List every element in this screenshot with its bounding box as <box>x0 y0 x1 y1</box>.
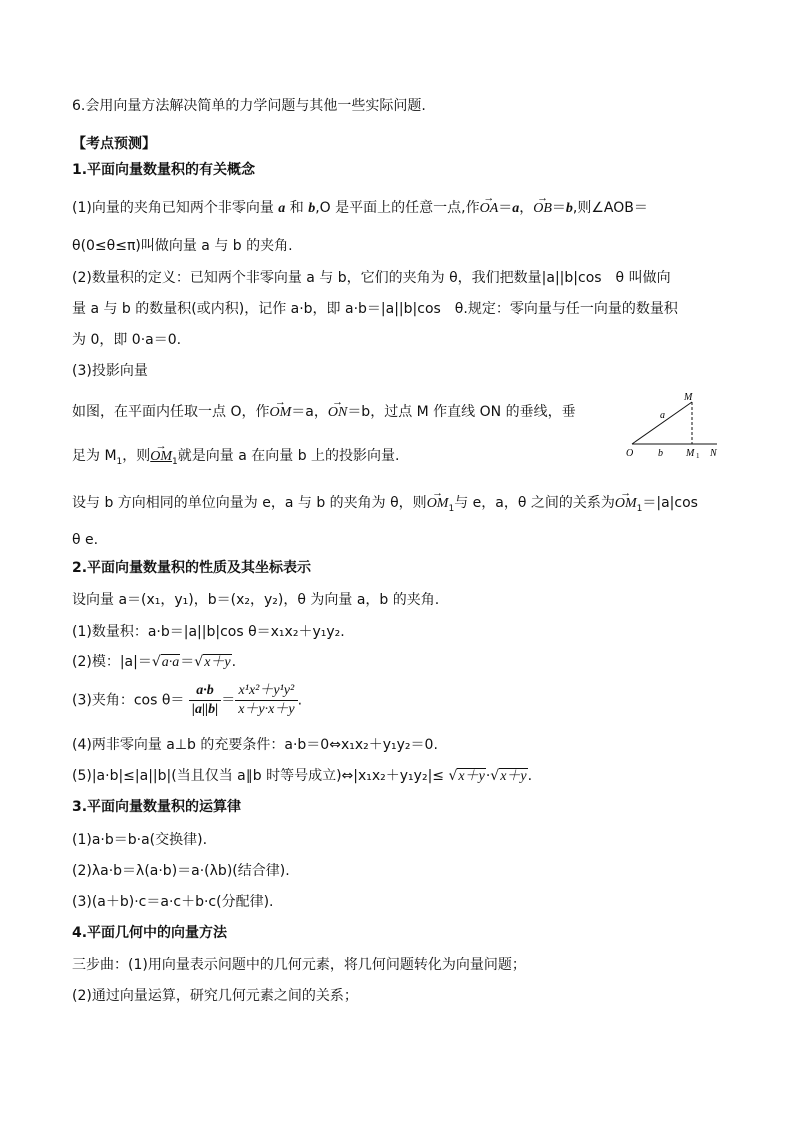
objective-6: 6.会用向量方法解决简单的力学问题与其他一些实际问题. <box>72 98 426 114</box>
p3b2: ，则 <box>122 448 151 464</box>
p1-prefix: (1)向量的夹角 <box>72 200 162 216</box>
ineq-radicand-2: x＋y <box>500 769 527 784</box>
para-angle-line2: θ(0≤θ≤π)叫做向量 a 与 b 的夹角. <box>72 238 293 254</box>
para-projection-line4: θ e. <box>72 532 99 548</box>
angle-den-1: |a||b| <box>191 702 219 717</box>
vector-oa: → OA <box>480 199 499 219</box>
p3a3: ＝b，过点 M 作直线 ON 的垂线，垂 <box>347 404 576 420</box>
prop-perpendicular: (4)两非零向量 a⊥b 的充要条件：a·b＝0⇔x₁x₂＋y₁y₂＝0. <box>72 737 438 753</box>
p1-o: ,O 是平面上的任意一点,作 <box>315 200 480 216</box>
label-n: N <box>710 448 717 459</box>
prop-angle: (3)夹角：cos θ＝ $\frac{a\cdot b}{|a||b|}$ ＝ $\frac{\text{x¹x²＋y¹y²}}{x+y\cdot x+y}$ . <box>72 683 303 717</box>
angle-num-2: x¹x²＋y¹y² <box>235 682 297 701</box>
angle-den-2: x＋y·x＋y <box>238 702 295 717</box>
coord-def: 设向量 a＝(x₁，y₁)，b＝(x₂，y₂)，θ 为向量 a，b 的夹角. <box>72 592 440 608</box>
para-projection-heading: (3)投影向量 <box>72 363 148 379</box>
p3c2: 与 e，a，θ 之间的关系为 <box>454 495 615 511</box>
var-a: a <box>278 201 286 216</box>
prop-modulus: (2)模：|a|＝√a·a＝√x＋y. <box>72 654 237 670</box>
p1-and: 和 <box>285 200 309 216</box>
para-angle-line1 <box>72 198 648 219</box>
label-a: a <box>660 410 665 421</box>
p1-eq: ＝ <box>498 200 513 216</box>
angle-frac-1 <box>189 682 221 719</box>
section-1-heading: 1.平面向量数量积的有关概念 <box>72 162 256 178</box>
section-4-heading: 4.平面几何中的向量方法 <box>72 925 228 941</box>
label-o: O <box>626 448 634 459</box>
para-dot-def-line3: 为 0，即 0·a＝0. <box>72 332 182 348</box>
vector-om1-c: → OM <box>615 494 637 514</box>
p3a2: ＝a， <box>291 404 328 420</box>
section-heading-kaodian: 【考点预测】 <box>72 136 156 152</box>
angle-prefix: (3)夹角：cos θ＝ <box>72 692 185 709</box>
para-projection-line1 <box>72 402 576 423</box>
para-projection-line2 <box>72 446 400 472</box>
mod-eq: ＝ <box>180 654 195 670</box>
sub-1c: 1 <box>448 503 455 514</box>
ineq-radicand-1: x＋y <box>458 769 485 784</box>
var-b: b <box>308 201 316 216</box>
mod-radicand-1: a·a <box>161 655 180 670</box>
label-m: M <box>684 392 693 403</box>
sub-1b: 1 <box>172 456 178 467</box>
para-dot-def-line1: (2)数量积的定义：已知两个非零向量 a 与 b，它们的夹角为 θ，我们把数量|a||b|cos θ 叫做向 <box>72 270 671 286</box>
p1-end: ,则∠AOB＝ <box>572 200 648 216</box>
prop-dot-product: (1)数量积：a·b＝|a||b|cos θ＝x₁x₂＋y₁y₂. <box>72 624 345 640</box>
vector-on: → ON <box>328 403 347 423</box>
law-commutative: (1)a·b＝b·a(交换律). <box>72 832 208 848</box>
p3c: 设与 b 方向相同的单位向量为 e，a 与 b 的夹角为 θ，则 <box>72 495 427 511</box>
projection-figure <box>622 388 722 460</box>
p1-eq-2: ＝ <box>551 200 566 216</box>
sub-1d: 1 <box>636 503 643 514</box>
step-2: (2)通过向量运算，研究几何元素之间的关系； <box>72 988 358 1004</box>
section-3-heading: 3.平面向量数量积的运算律 <box>72 799 242 815</box>
label-m1: M <box>686 448 695 459</box>
mod-prefix: (2)模：|a|＝ <box>72 654 152 670</box>
p3b3: 就是向量 a 在向量 b 上的投影向量. <box>177 448 400 464</box>
sqrt-sign-2: √ <box>194 654 204 670</box>
label-b: b <box>658 448 663 459</box>
var-a-2: a <box>512 201 520 216</box>
law-distributive: (3)(a＋b)·c＝a·c＋b·c(分配律). <box>72 894 274 910</box>
para-projection-line3 <box>72 493 698 519</box>
p1-text: 已知两个非零向量 <box>161 200 279 216</box>
angle-frac-2 <box>235 682 297 719</box>
p3c3: ＝|a|cos <box>642 495 698 511</box>
ineq-prefix: (5)|a·b|≤|a||b|(当且仅当 a∥b 时等号成立)⇔|x₁x₂＋y₁y₂|≤ <box>72 768 445 784</box>
law-associative: (2)λa·b＝λ(a·b)＝a·(λb)(结合律). <box>72 863 290 879</box>
label-m1-sub: 1 <box>696 452 700 460</box>
p3a: 如图，在平面内任取一点 O，作 <box>72 404 270 420</box>
para-dot-def-line2: 量 a 与 b 的数量积(或内积)，记作 a·b，即 a·b＝|a||b|cos θ.规定：零向量与任一向量的数量积 <box>72 301 678 317</box>
p3b: 足为 M <box>72 448 117 464</box>
section-2-heading: 2.平面向量数量积的性质及其坐标表示 <box>72 560 312 576</box>
sqrt-sign-3: √ <box>448 768 458 784</box>
sqrt-sign: √ <box>151 654 161 670</box>
prop-inequality: (5)|a·b|≤|a||b|(当且仅当 a∥b 时等号成立)⇔|x₁x₂＋y₁y₂|≤ √x＋y·√x＋y. <box>72 768 533 784</box>
vector-om1: → OM <box>150 447 172 467</box>
sqrt-sign-4: √ <box>490 768 500 784</box>
angle-num-1: a·b <box>189 682 221 701</box>
sub-1: 1 <box>116 456 123 467</box>
mod-radicand-2: x＋y <box>204 655 231 670</box>
var-b-2: b <box>565 201 573 216</box>
vector-om: → OM <box>269 403 291 423</box>
step-1: 三步曲：(1)用向量表示问题中的几何元素，将几何问题转化为向量问题； <box>72 957 526 973</box>
vector-ob: → OB <box>533 199 552 219</box>
p1-comma: ， <box>519 200 534 216</box>
vector-om1-b: → OM <box>427 494 449 514</box>
line-om <box>632 402 692 444</box>
